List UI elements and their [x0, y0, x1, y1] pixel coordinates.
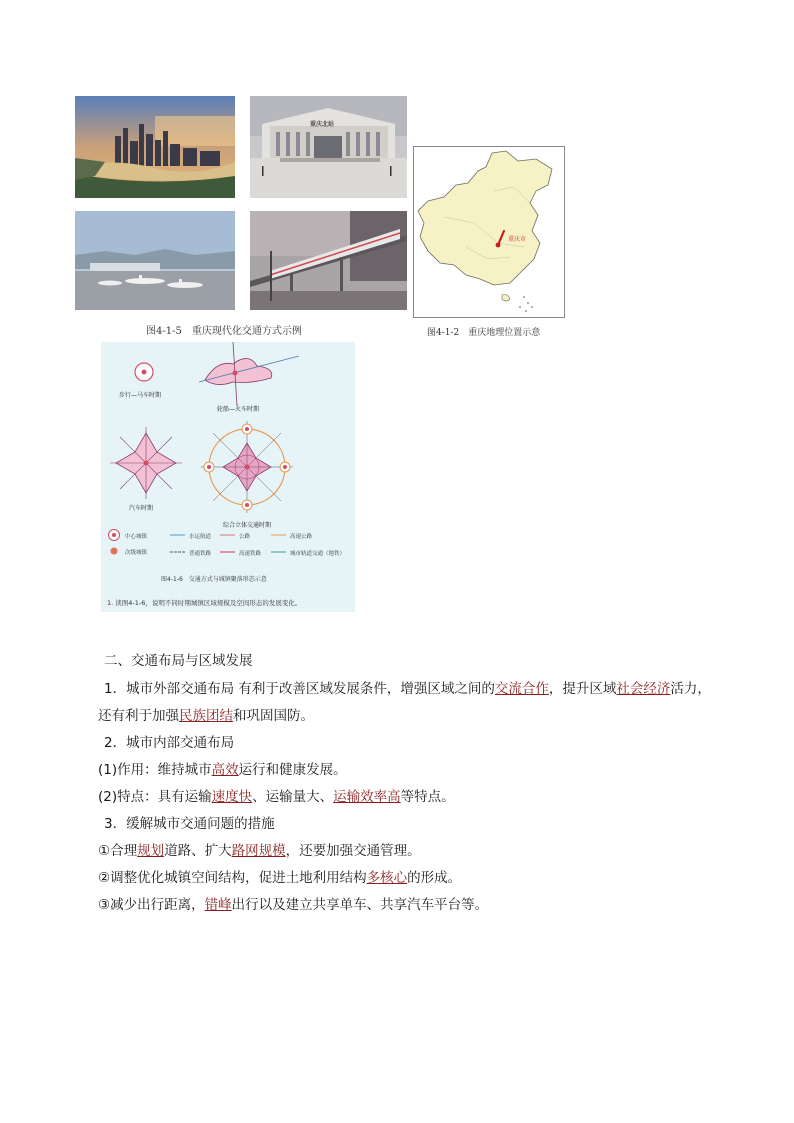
p7-highlight-plan: 规划	[137, 843, 165, 859]
fig-416-question: 1. 读图4-1-6，说明不同时期城镇区域规模及空间形态的发展变化。	[107, 599, 302, 607]
paragraph-1	[104, 679, 711, 699]
paragraph-role	[98, 760, 347, 780]
airport-photo	[75, 211, 235, 310]
p1-highlight-economy: 社会经济	[616, 681, 671, 697]
stage4-label: 综合立体交通时期	[223, 522, 272, 529]
measure-2	[98, 868, 461, 888]
legend-sub-town: 次级城镇	[125, 550, 148, 556]
p1-text-a: 1．城市外部交通布局 有利于改善区域发展条件，增强区域之间的	[104, 681, 495, 697]
monorail-photo	[250, 211, 407, 310]
section-heading: 二、交通布局与区域发展	[104, 653, 253, 669]
p5-highlight-efficiency: 运输效率高	[333, 789, 401, 805]
p2-text-b: 和巩固国防。	[233, 708, 314, 724]
map-city-label: 重庆市	[508, 236, 527, 243]
fig-412-caption: 图4-1-2 重庆地理位置示意	[427, 328, 541, 338]
legend-waterway: 水运航道	[189, 534, 212, 540]
paragraph-2-heading: 2．城市内部交通布局	[104, 735, 235, 751]
p5-text-b: 、运输量大、	[252, 789, 334, 805]
paragraph-features	[98, 787, 455, 807]
p9-highlight-offpeak: 错峰	[204, 897, 232, 913]
legend-railway: 普通铁路	[189, 551, 212, 557]
p1-text-c: 活力，	[670, 681, 711, 697]
p9-text-a: ③减少出行距离，	[98, 897, 205, 913]
settlement-diagram-panel	[101, 342, 355, 612]
legend-center-town: 中心城镇	[125, 534, 148, 540]
fig-415-caption: 图4-1-5 重庆现代化交通方式示例	[146, 326, 302, 337]
chongqing-north-station-photo	[250, 96, 407, 198]
p4-highlight-efficient: 高效	[211, 762, 239, 778]
p9-text-b: 出行以及建立共享单车、共享汽车平台等。	[231, 897, 489, 913]
p1-text-b: ，提升区域	[548, 681, 617, 697]
stage2-label: 轮船—火车时期	[217, 406, 260, 413]
legend-highway: 公路	[239, 534, 251, 540]
p5-text-a: (2)特点：具有运输	[98, 789, 212, 805]
p8-text-a: ②调整优化城镇空间结构，促进土地利用结构	[98, 870, 367, 886]
legend-hsr: 高速铁路	[239, 551, 262, 557]
p2-text-a: 还有利于加强	[98, 708, 179, 724]
measure-1	[98, 841, 421, 861]
measure-3	[98, 895, 488, 915]
station-sign: 重庆北站	[310, 121, 335, 128]
paragraph-1-cont	[98, 706, 314, 726]
p7-text-a: ①合理	[98, 843, 138, 859]
china-location-map	[413, 146, 565, 318]
p4-text-b: 运行和健康发展。	[238, 762, 347, 778]
p1-highlight-exchange: 交流合作	[494, 681, 549, 697]
legend-expressway: 高速公路	[290, 534, 313, 540]
p7-highlight-network: 路网规模	[231, 843, 286, 859]
fig-416-caption: 图4-1-6 交通方式与城镇聚落形态示意	[161, 576, 267, 583]
p2-highlight-unity: 民族团结	[179, 708, 233, 724]
p8-highlight-multicore: 多核心	[366, 870, 408, 886]
stage3-label: 汽车时期	[129, 505, 154, 512]
p4-text-a: (1)作用：维持城市	[98, 762, 212, 778]
p7-text-c: ，还要加强交通管理。	[285, 843, 421, 859]
stage1-label: 步行—马车时期	[119, 392, 162, 399]
chongqing-skyline-photo	[75, 96, 235, 198]
paragraph-3-heading: 3．缓解城市交通问题的措施	[104, 816, 275, 832]
p8-text-b: 的形成。	[407, 870, 462, 886]
p5-highlight-speed: 速度快	[211, 789, 253, 805]
p5-text-c: 等特点。	[400, 789, 455, 805]
p7-text-b: 道路、扩大	[164, 843, 232, 859]
legend-metro: 城市轨道交通（地铁）	[290, 551, 346, 557]
